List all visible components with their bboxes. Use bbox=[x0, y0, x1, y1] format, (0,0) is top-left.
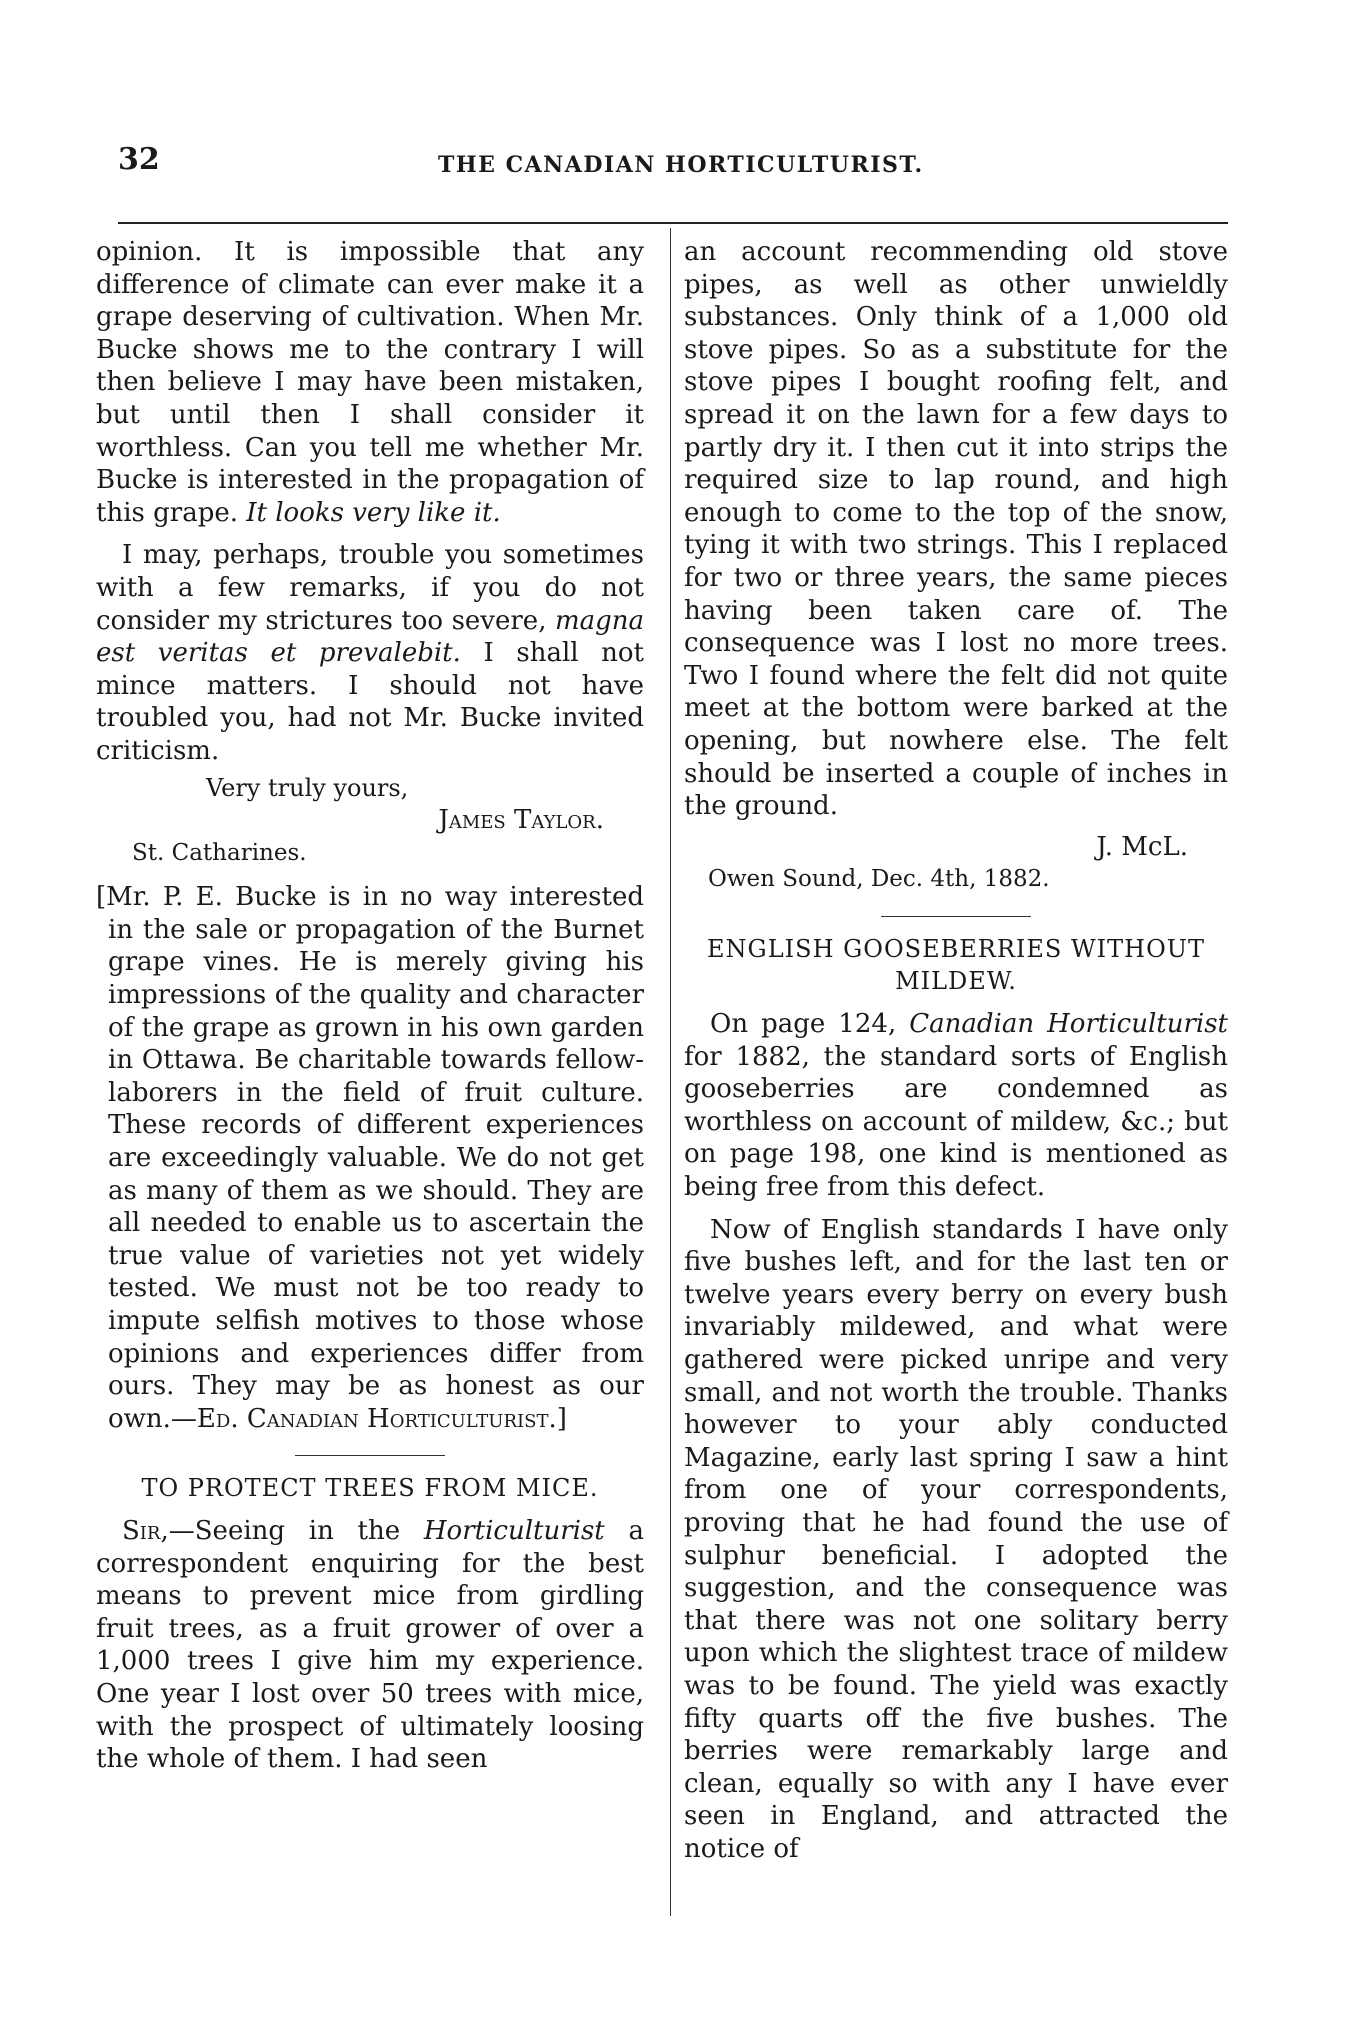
italic-remark: It looks very like it. bbox=[246, 497, 501, 528]
editor-note-close: ] bbox=[556, 1403, 567, 1434]
heading-line: MILDEW. bbox=[895, 967, 1017, 996]
editor-note bbox=[96, 881, 644, 1435]
paragraph-mice-continued: an account recommending old stove pipes, as well as other unwieldly substances. Only think of a 1,000 old stove pipes. So as a substitute for the stove pipes I bought roofing felt, and spread it on the lawn for a few days to partly dry it. I then cut it into strips the required size to lap round, and high enough to come to the top of the snow, tying it with two strings. This I replaced for two or three years, the same pieces having been taken care of. The consequence was I lost no more trees. Two I found where the felt did not quite meet at the bottom were barked at the opening, but nowhere else. The felt should be inserted a couple of inches in the ground. bbox=[684, 237, 1228, 822]
paragraph-text: —Seeing in the bbox=[168, 1515, 401, 1546]
paragraph-text: for 1882, the standard sorts of English gooseberries are condemned as worthless on account of mildew, &c.; but on page 198, one kind is mentioned as being free from this defect. bbox=[684, 1041, 1228, 1203]
letter-signature: James Taylor. bbox=[438, 805, 604, 836]
section-divider bbox=[881, 916, 1031, 917]
paragraph-gooseberries-2: Now of English standards I have only five bushes left, and for the last ten or twelve years every berry on every bush invariably mildewed, and what were gathered were picked unripe and very small, and not worth the trouble. Thanks however to your ably conducted Magazine, early last spring I saw a hint from one of your correspondents, proving that he had found the use of sulphur beneficial. I adopted the suggestion, and the consequence was that there was not one solitary berry upon which the slightest trace of mildew was to be found. The yield was exactly fifty quarts off the five bushes. The berries were remarkably large and clean, equally so with any I have ever seen in England, and attracted the notice of bbox=[684, 1214, 1228, 1864]
header-rule bbox=[118, 222, 1228, 224]
latin-phrase: magna est veritas et prevalebit. bbox=[96, 605, 645, 669]
letter-closing: Very truly yours, bbox=[206, 773, 409, 802]
paragraph-mice bbox=[96, 1515, 644, 1776]
right-column bbox=[684, 236, 1228, 1866]
paragraph-opinion bbox=[96, 236, 644, 529]
paragraph-text: I may, perhaps, trouble you sometimes with a few remarks, if you do not consider my strictures too severe, bbox=[96, 540, 644, 636]
paragraph-text: I shall not mince matters. I should not have troubled you, had not Mr. Bucke invited criticism. bbox=[96, 638, 645, 766]
journal-title: Horticulturist bbox=[423, 1515, 605, 1546]
left-column bbox=[96, 236, 644, 1776]
paragraph-text: a correspondent enquiring for the best means to prevent mice from girdling fruit trees, as a fruit grower of over a 1,000 trees I give him my experience. One year I lost over 50 trees with mice, with the prospect of ultimately loosing the whole of them. I had seen bbox=[96, 1515, 644, 1775]
section-heading-gooseberries bbox=[684, 933, 1228, 998]
page-header bbox=[118, 142, 1228, 192]
editor-note-text: [Mr. P. E. Bucke is in no way interested in the sale or propagation of the Burnet grape vines. He is merely giving his impressions of the quality and character of the grape as grown in his own garden in Ottawa. Be charitable towards fellow-laborers in the field of fruit culture. These records of different experiences are exceedingly valuable. We do not get as many of them as we should. They are all needed to enable us to ascertain the true value of varieties not yet widely tested. We must not be too ready to impute selfish motives to those whose opinions and experiences differ from ours. They may be as honest as our own.— bbox=[96, 882, 644, 1434]
letter-signature: J. McL. bbox=[1096, 831, 1188, 862]
running-title: THE CANADIAN HORTICULTURIST. bbox=[438, 152, 924, 178]
heading-line: ENGLISH GOOSEBERRIES WITHOUT bbox=[707, 934, 1205, 963]
paragraph-strictures bbox=[96, 539, 644, 767]
section-divider bbox=[295, 1455, 445, 1456]
column-divider bbox=[670, 228, 671, 1916]
journal-title: Canadian Horticulturist bbox=[909, 1009, 1229, 1040]
salutation: Sir, bbox=[122, 1515, 169, 1546]
page-number: 32 bbox=[118, 142, 160, 177]
section-heading-mice: TO PROTECT TREES FROM MICE. bbox=[141, 1474, 599, 1503]
paragraph-text: On page 124, bbox=[710, 1009, 897, 1040]
paragraph-text: opinion. It is impossible that any difference of climate can ever make it a grape deserving of cultivation. When Mr. Bucke shows me to the contrary I will then believe I may have been mistaken, but until then I shall consider it worthless. Can you tell me whether Mr. Bucke is interested in the propagation of this grape. bbox=[96, 237, 644, 528]
editor-signature: Ed. Canadian Horticulturist. bbox=[196, 1403, 557, 1434]
letter-place: St. Catharines. bbox=[132, 839, 307, 866]
paragraph-gooseberries-1 bbox=[684, 1008, 1228, 1204]
letter-place: Owen Sound, Dec. 4th, 1882. bbox=[708, 866, 1050, 893]
